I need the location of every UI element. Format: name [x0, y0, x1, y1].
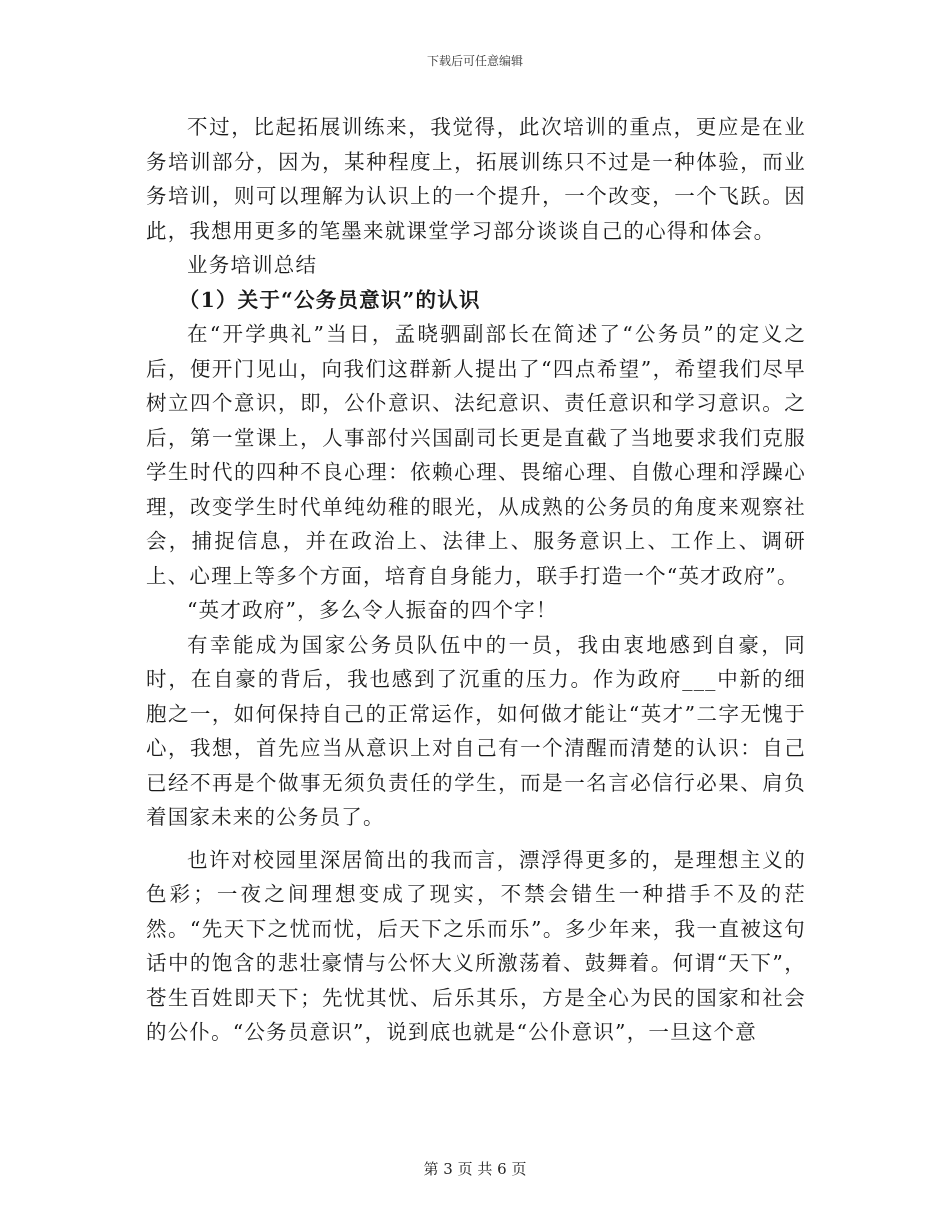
subsection-heading: （1）关于“公务员意识”的认识 — [178, 287, 481, 312]
page-header: 下载后可任意编辑 — [426, 54, 523, 68]
paragraph-5: 也许对校园里深居简出的我而言，漂浮得更多的，是理想主义的色彩；一夜之间理想变成了现实，不禁会错生一种措手不及的茫然。“先天下之忧而忧，后天下之乐而乐”。多少年来，我一直被这句话中的饱含的悲壮豪情与公怀大义所激荡着、鼓舞着。何谓“天下”，苍生百姓即天下；先忧其忧、后乐其乐，方是全心为民的国家和社会的公仆。“公务员意识”，说到底也就是“公仆意识”，一旦这个意 — [146, 847, 806, 1044]
paragraph-3: “英才政府”，多么令人振奋的四个字！ — [187, 598, 558, 622]
page-footer: 第 3 页 共 6 页 — [423, 1160, 527, 1178]
section-title: 业务培训总结 — [187, 253, 318, 277]
paragraph-2: 在“开学典礼”当日，孟晓驷副部长在简述了“公务员”的定义之后，便开门见山，向我们这群新人提出了“四点希望”，希望我们尽早树立四个意识，即，公仆意识、法纪意识、责任意识和学习意识。之后，第一堂课上，人事部付兴国副司长更是直截了当地要求我们克服学生时代的四种不良心理：依赖心理、畏缩心理、自傲心理和浮躁心理，改变学生时代单纯幼稚的眼光，从成熟的公务员的角度来观察社会，捕捉信息，并在政治上、法律上、服务意识上、工作上、调研上、心理上等多个方面，培育自身能力，联手打造一个“英才政府”。 — [146, 322, 806, 588]
paragraph-1: 不过，比起拓展训练来，我觉得，此次培训的重点，更应是在业务培训部分，因为，某种程度上，拓展训练只不过是一种体验，而业务培训，则可以理解为认识上的一个提升，一个改变，一个飞跃。因此，我想用更多的笔墨来就课堂学习部分谈谈自己的心得和体会。 — [146, 115, 806, 243]
document-body — [146, 110, 806, 1050]
paragraph-4: 有幸能成为国家公务员队伍中的一员，我由衷地感到自豪，同时，在自豪的背后，我也感到了沉重的压力。作为政府___中新的细胞之一，如何保持自己的正常运作，如何做才能让“英才”二字无愧于心，我想，首先应当从意识上对自己有一个清醒而清楚的认识：自己已经不再是个做事无须负责任的学生，而是一名言必信行必果、肩负着国家未来的公务员了。 — [146, 632, 806, 829]
